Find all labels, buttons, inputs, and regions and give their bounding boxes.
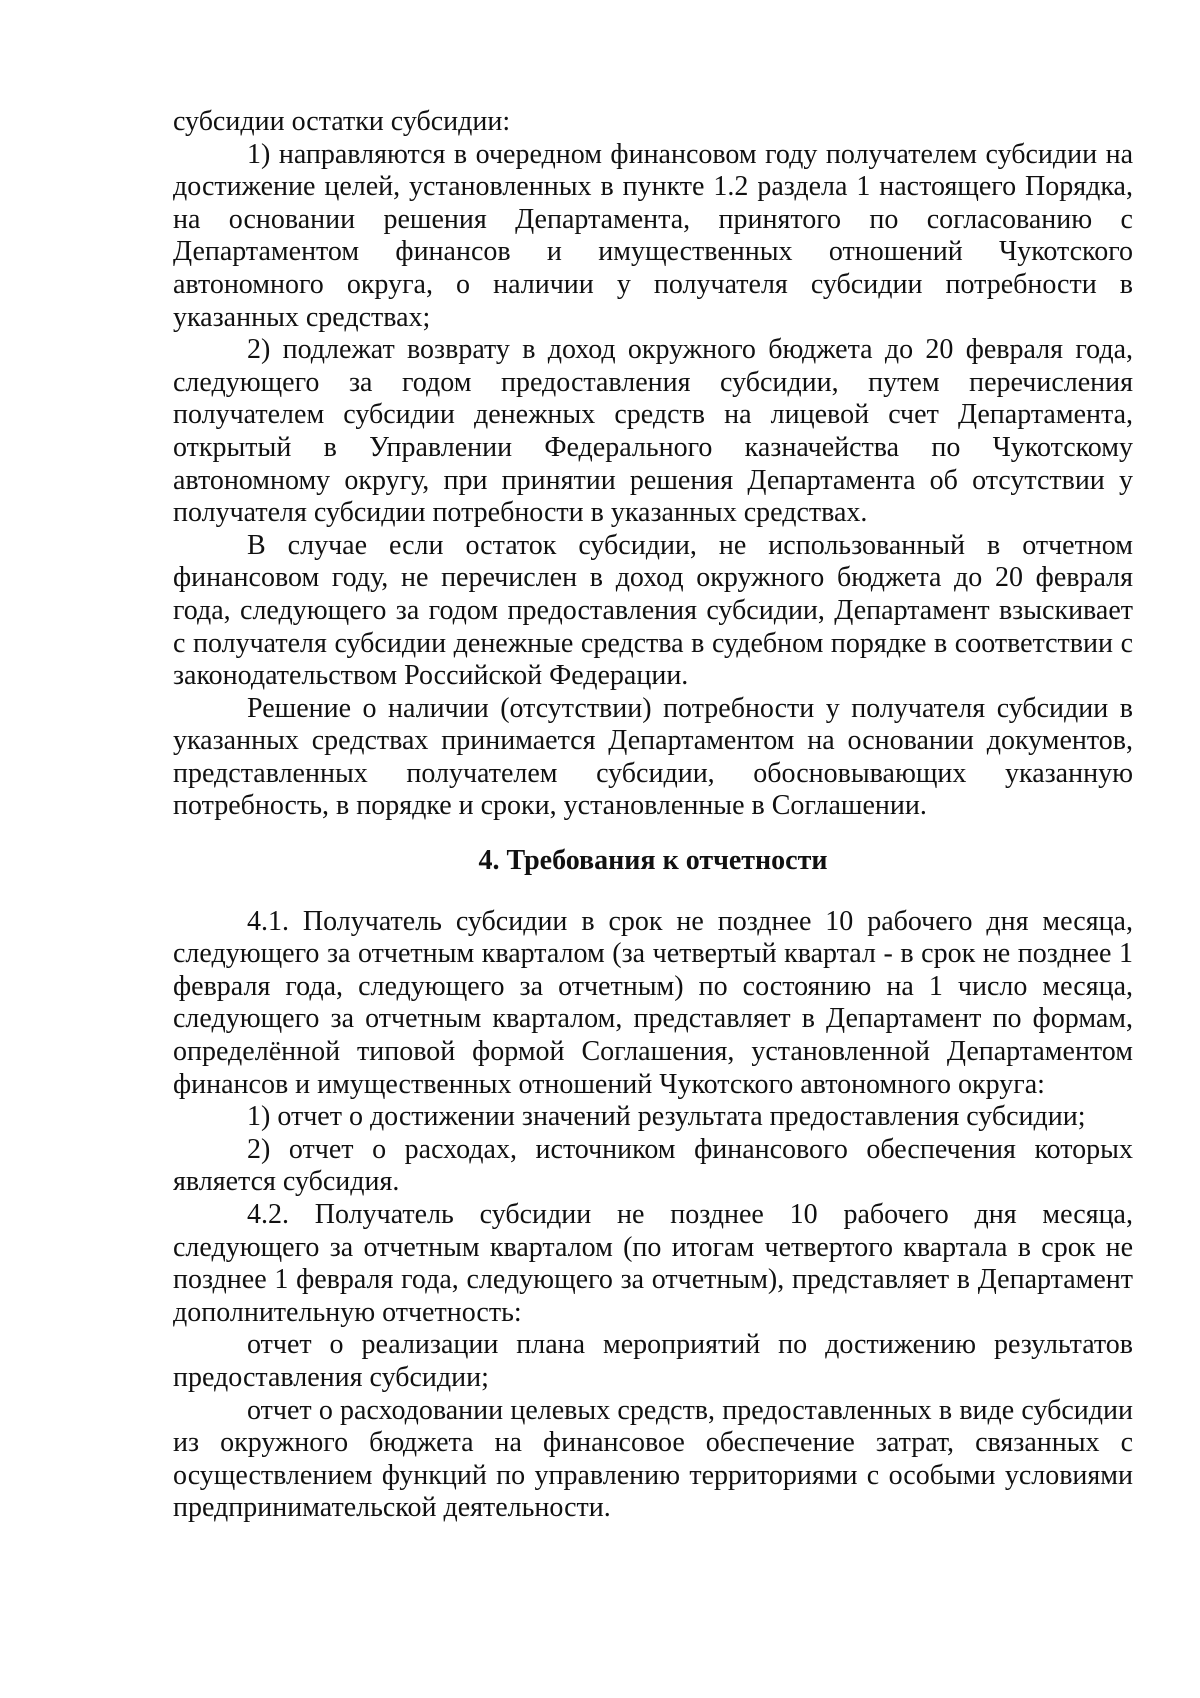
list-item: отчет о расходовании целевых средств, предоставленных в виде субсидии из окружного бюджета на финансовое обеспечение затрат, связанных с осуществлением функций по управлению территориями с особыми условиями предпринимательской деятельности. xyxy=(173,1394,1133,1524)
section-heading: 4. Требования к отчетности xyxy=(478,845,828,877)
paragraph-4-2: 4.2. Получатель субсидии не позднее 10 рабочего дня месяца, следующего за отчетным кварталом (по итогам четвертого квартала в срок не позднее 1 февраля года, следующего за отчетным), представляет в Департамент дополнительную отчетность: xyxy=(173,1199,1133,1328)
paragraph-item-1: 1) направляются в очередном финансовом году получателем субсидии на достижение целей, установленных в пункте 1.2 раздела 1 настоящего Порядка, на основании решения Департамента, принятого по согласованию с Департаментом финансов и имущественных отношений Чукотского автономного округа, о наличии у получателя субсидии потребности в указанных средствах; xyxy=(173,138,1133,333)
paragraph-item-2: 2) подлежат возврату в доход окружного бюджета до 20 февраля года, следующего за годом предоставления субсидии, путем перечисления получателем субсидии денежных средств на лицевой счет Департамента, открытый в Управлении Федерального казначейства по Чукотскому автономному округу, при принятии решения Департамента об отсутствии у получателя субсидии потребности в указанных средствах. xyxy=(173,334,1133,529)
document-page xyxy=(173,106,1133,1525)
continuation-text: субсидии остатки субсидии: xyxy=(173,106,511,137)
list-item: 2) отчет о расходах, источником финансового обеспечения которых является субсидия. xyxy=(173,1133,1133,1198)
list-item: 1) отчет о достижении значений результата предоставления субсидии; xyxy=(247,1101,1086,1133)
list-item: отчет о реализации плана мероприятий по достижению результатов предоставления субсидии; xyxy=(173,1329,1133,1393)
paragraph-decision: Решение о наличии (отсутствии) потребности у получателя субсидии в указанных средствах принимается Департаментом на основании документов, представленных получателем субсидии, обосновывающих указанную потребность, в порядке и сроки, установленные в Соглашении. xyxy=(173,692,1133,822)
paragraph-4-1: 4.1. Получатель субсидии в срок не позднее 10 рабочего дня месяца, следующего за отчетным кварталом (за четвертый квартал - в срок не позднее 1 февраля года, следующего за отчетным) по состоянию на 1 число месяца, следующего за отчетным кварталом, представляет в Департамент по формам, определённой типовой формой Соглашения, установленной Департаментом финансов и имущественных отношений Чукотского автономного округа: xyxy=(173,905,1133,1100)
paragraph-recovery: В случае если остаток субсидии, не использованный в отчетном финансовом году, не перечислен в доход окружного бюджета до 20 февраля года, следующего за годом предоставления субсидии, Департамент взыскивает с получателя субсидии денежные средства в судебном порядке в соответствии с законодательством Российской Федерации. xyxy=(173,529,1133,692)
